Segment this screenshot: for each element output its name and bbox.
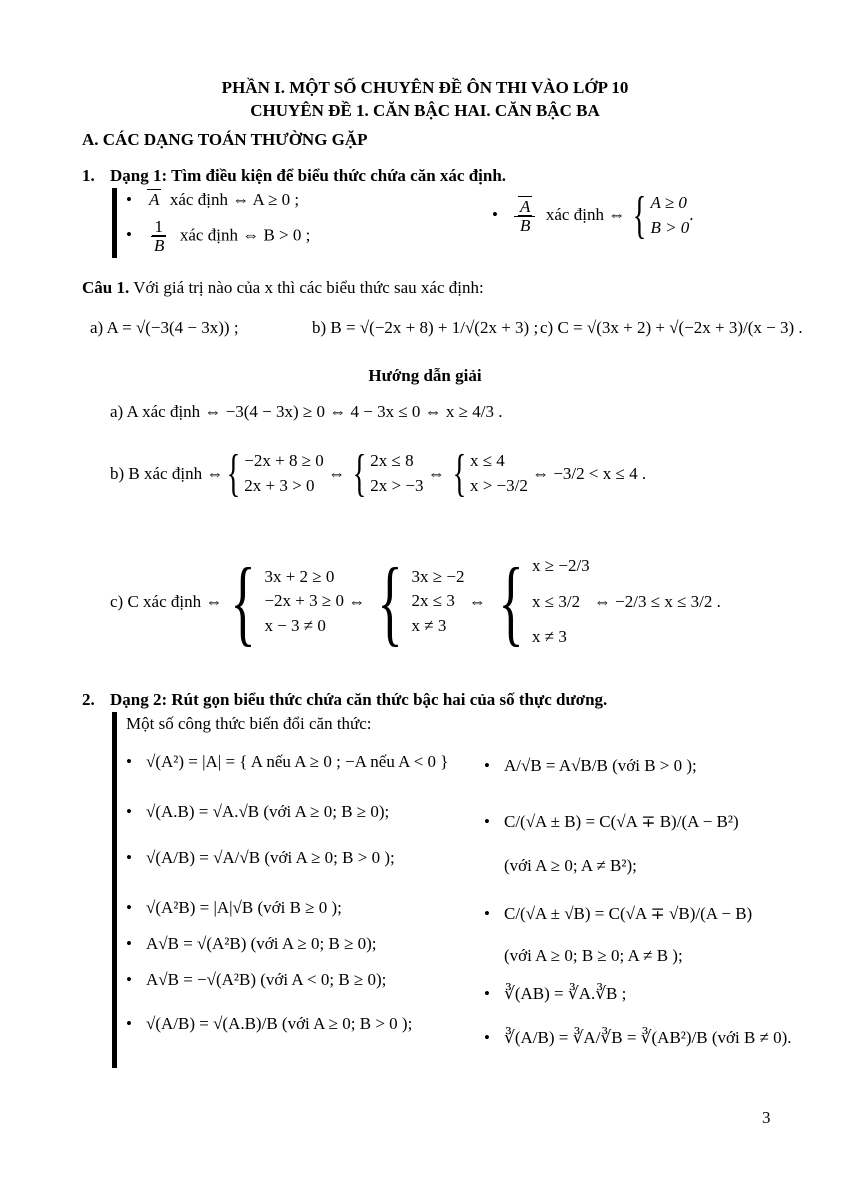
dang1-left-rule (112, 188, 117, 258)
formula-left-4-text: √(A²B) = |A|√B (với B ≥ 0 ); (146, 898, 342, 917)
dang1-rule3-text: xác định ⇔ (545, 204, 626, 224)
part-title: PHẦN I. MỘT SỐ CHUYÊN ĐỀ ÔN THI VÀO LỚP 10 (221, 78, 629, 97)
formula-right-1: • A/√B = A√B/B (với B > 0 ); (484, 756, 697, 775)
formula-left-6-text: A√B = −√(A²B) (với A < 0; B ≥ 0); (146, 970, 387, 989)
formula-left-7: • √(A/B) = √(A.B)/B (với A ≥ 0; B > 0 ); (126, 1014, 413, 1033)
formula-left-2-text: √(A.B) = √A.√B (với A ≥ 0; B ≥ 0); (146, 802, 390, 821)
dang2-intro: Một số công thức biến đổi căn thức: (126, 714, 372, 733)
solution-b1-row1: −2x + 8 ≥ 0 (244, 451, 324, 471)
cau1-question (82, 278, 484, 298)
formula-left-4: • √(A²B) = |A|√B (với B ≥ 0 ); (126, 898, 342, 917)
formula-left-6: • A√B = −√(A²B) (với A < 0; B ≥ 0); (126, 970, 387, 989)
formula-left-2: • √(A.B) = √A.√B (với A ≥ 0; B ≥ 0); (126, 802, 390, 821)
formula-left-5-text: A√B = √(A²B) (với A ≥ 0; B ≥ 0); (146, 934, 377, 953)
dang1-heading: Dạng 1: Tìm điều kiện để biểu thức chứa căn xác định. (110, 166, 507, 185)
solution-c-label: c) C xác định ⇔ (110, 591, 223, 611)
solution-c3-row3: x ≠ 3 (532, 627, 567, 647)
formula-right-5-text: ∛(A/B) = ∛A/∛B = ∛(AB²)/B (với B ≠ 0). (504, 1028, 792, 1047)
dang2-number: 2. (82, 690, 95, 709)
page-number: 3 (762, 1108, 771, 1127)
formula-right-4: • ∛(AB) = ∛A.∛B ; (484, 984, 627, 1003)
formula-right-2-cond: (với A ≥ 0; A ≠ B²); (504, 856, 637, 875)
section-a-heading: A. CÁC DẠNG TOÁN THƯỜNG GẶP (82, 130, 368, 149)
formula-left-7-text: √(A/B) = √(A.B)/B (với A ≥ 0; B > 0 ); (146, 1014, 413, 1033)
solution-b2-row1: 2x ≤ 8 (370, 451, 414, 471)
formula-left-1-text: √(A²) = |A| = { A nếu A ≥ 0 ; −A nếu A < 0 } (146, 752, 449, 771)
solution-c3-row2: x ≤ 3/2 (532, 591, 581, 611)
dang1-rule3-cond1: A ≥ 0 (650, 193, 687, 213)
solution-title: Hướng dẫn giải (368, 366, 482, 385)
cau1-label: Câu 1. (82, 278, 130, 297)
solution-b: b) B xác định ⇔ { −2x + 8 ≥ 0 2x + 3 > 0 ⇔ { 2x ≤ 8 2x > −3 ⇔ { x ≤ 4 x > −3/2 ⇔ −3/2 < x ≤ 4 . (110, 445, 647, 502)
solution-c1-row3: x − 3 ≠ 0 (264, 615, 326, 635)
cau1-text: Với giá trị nào của x thì các biểu thức sau xác định: (133, 278, 484, 297)
formula-right-3: • C/(√A ± √B) = C(√A ∓ √B)/(A − B) (484, 904, 753, 923)
cau1-a: a) A = √(−3(4 − 3x)) ; (90, 318, 239, 337)
cau1-b: b) B = √(−2x + 8) + 1/√(2x + 3) ; (312, 318, 539, 337)
dang1-number: 1. (82, 166, 95, 185)
solution-c3-row1: x ≥ −2/3 (532, 556, 590, 575)
topic-title: CHUYÊN ĐỀ 1. CĂN BẬC HAI. CĂN BẬC BA (250, 101, 600, 120)
solution-b1-row2: 2x + 3 > 0 (244, 476, 315, 495)
formula-right-2: • C/(√A ± B) = C(√A ∓ B)/(A − B²) (484, 812, 739, 831)
solution-b2-row2: 2x > −3 (370, 476, 424, 495)
solution-b-label: b) B xác định ⇔ (110, 464, 224, 483)
formula-left-5: • A√B = √(A²B) (với A ≥ 0; B ≥ 0); (126, 934, 377, 953)
solution-c1-row1: 3x + 2 ≥ 0 (264, 566, 335, 586)
formula-left-1: • √(A²) = |A| = { A nếu A ≥ 0 ; −A nếu A < 0 } (126, 752, 449, 771)
solution-c-end: ⇔ −2/3 ≤ x ≤ 3/2 . (593, 591, 721, 611)
solution-c1-row2: −2x + 3 ≥ 0 (264, 591, 344, 611)
solution-b3-row1: x ≤ 4 (469, 451, 505, 471)
solution-c2-row2: 2x ≤ 3 (411, 591, 455, 611)
formula-right-2-text: C/(√A ± B) = C(√A ∓ B)/(A − B²) (504, 812, 739, 831)
dang1-rule1: • A xác định ⇔ A ≥ 0 ; (126, 190, 300, 209)
formula-left-3-text: √(A/B) = √A/√B (với A ≥ 0; B > 0 ); (146, 848, 395, 867)
solution-a: a) A xác định ⇔ −3(4 − 3x) ≥ 0 ⇔ 4 − 3x ≤ 0 ⇔ x ≥ 4/3 . (110, 402, 503, 421)
dang1-rule1-text: xác định ⇔ A ≥ 0 ; (169, 190, 300, 209)
formula-right-5: • ∛(A/B) = ∛A/∛B = ∛(AB²)/B (với B ≠ 0). (484, 1028, 792, 1047)
formula-right-3-cond: (với A ≥ 0; B ≥ 0; A ≠ B ); (504, 946, 683, 965)
formula-right-3-text: C/(√A ± √B) = C(√A ∓ √B)/(A − B) (504, 904, 753, 923)
dang1-rule3: • $\frac{A}{B}$ xác định ⇔ { A ≥ 0 B > 0 . (492, 187, 694, 244)
formula-right-4-text: ∛(AB) = ∛A.∛B ; (504, 984, 627, 1003)
formula-left-3: • √(A/B) = √A/√B (với A ≥ 0; B > 0 ); (126, 848, 395, 867)
solution-b3-row2: x > −3/2 (469, 476, 528, 495)
dang2-left-rule (112, 712, 117, 1068)
dang2-heading: Dạng 2: Rút gọn biểu thức chứa căn thức bậc hai của số thực dương. (110, 690, 608, 709)
solution-c2-row1: 3x ≥ −2 (411, 566, 465, 586)
solution-c2-row3: x ≠ 3 (411, 615, 447, 635)
formula-right-1-text: A/√B = A√B/B (với B > 0 ); (504, 756, 697, 775)
cau1-c: c) C = √(3x + 2) + √(−2x + 3)/(x − 3) . (540, 318, 803, 337)
solution-b-end: ⇔ −3/2 < x ≤ 4 . (532, 464, 647, 483)
dang1-rule2-text: xác định ⇔ B > 0 ; (179, 225, 311, 245)
dang1-rule2: • $\frac{1}{B}$ xác định ⇔ B > 0 ; (126, 217, 311, 255)
solution-c: c) C xác định ⇔ { 3x + 2 ≥ 0 −2x + 3 ≥ 0 x − 3 ≠ 0 ⇔ { 3x ≥ −2 2x ≤ 3 x ≠ 3 ⇔ { x ≥ −2/3 x ≤ 3/2 x ≠ 3 ⇔ −2/3 ≤ x ≤ 3/2 . (110, 547, 721, 655)
dang1-rule3-cond2: B > 0 (650, 218, 690, 237)
